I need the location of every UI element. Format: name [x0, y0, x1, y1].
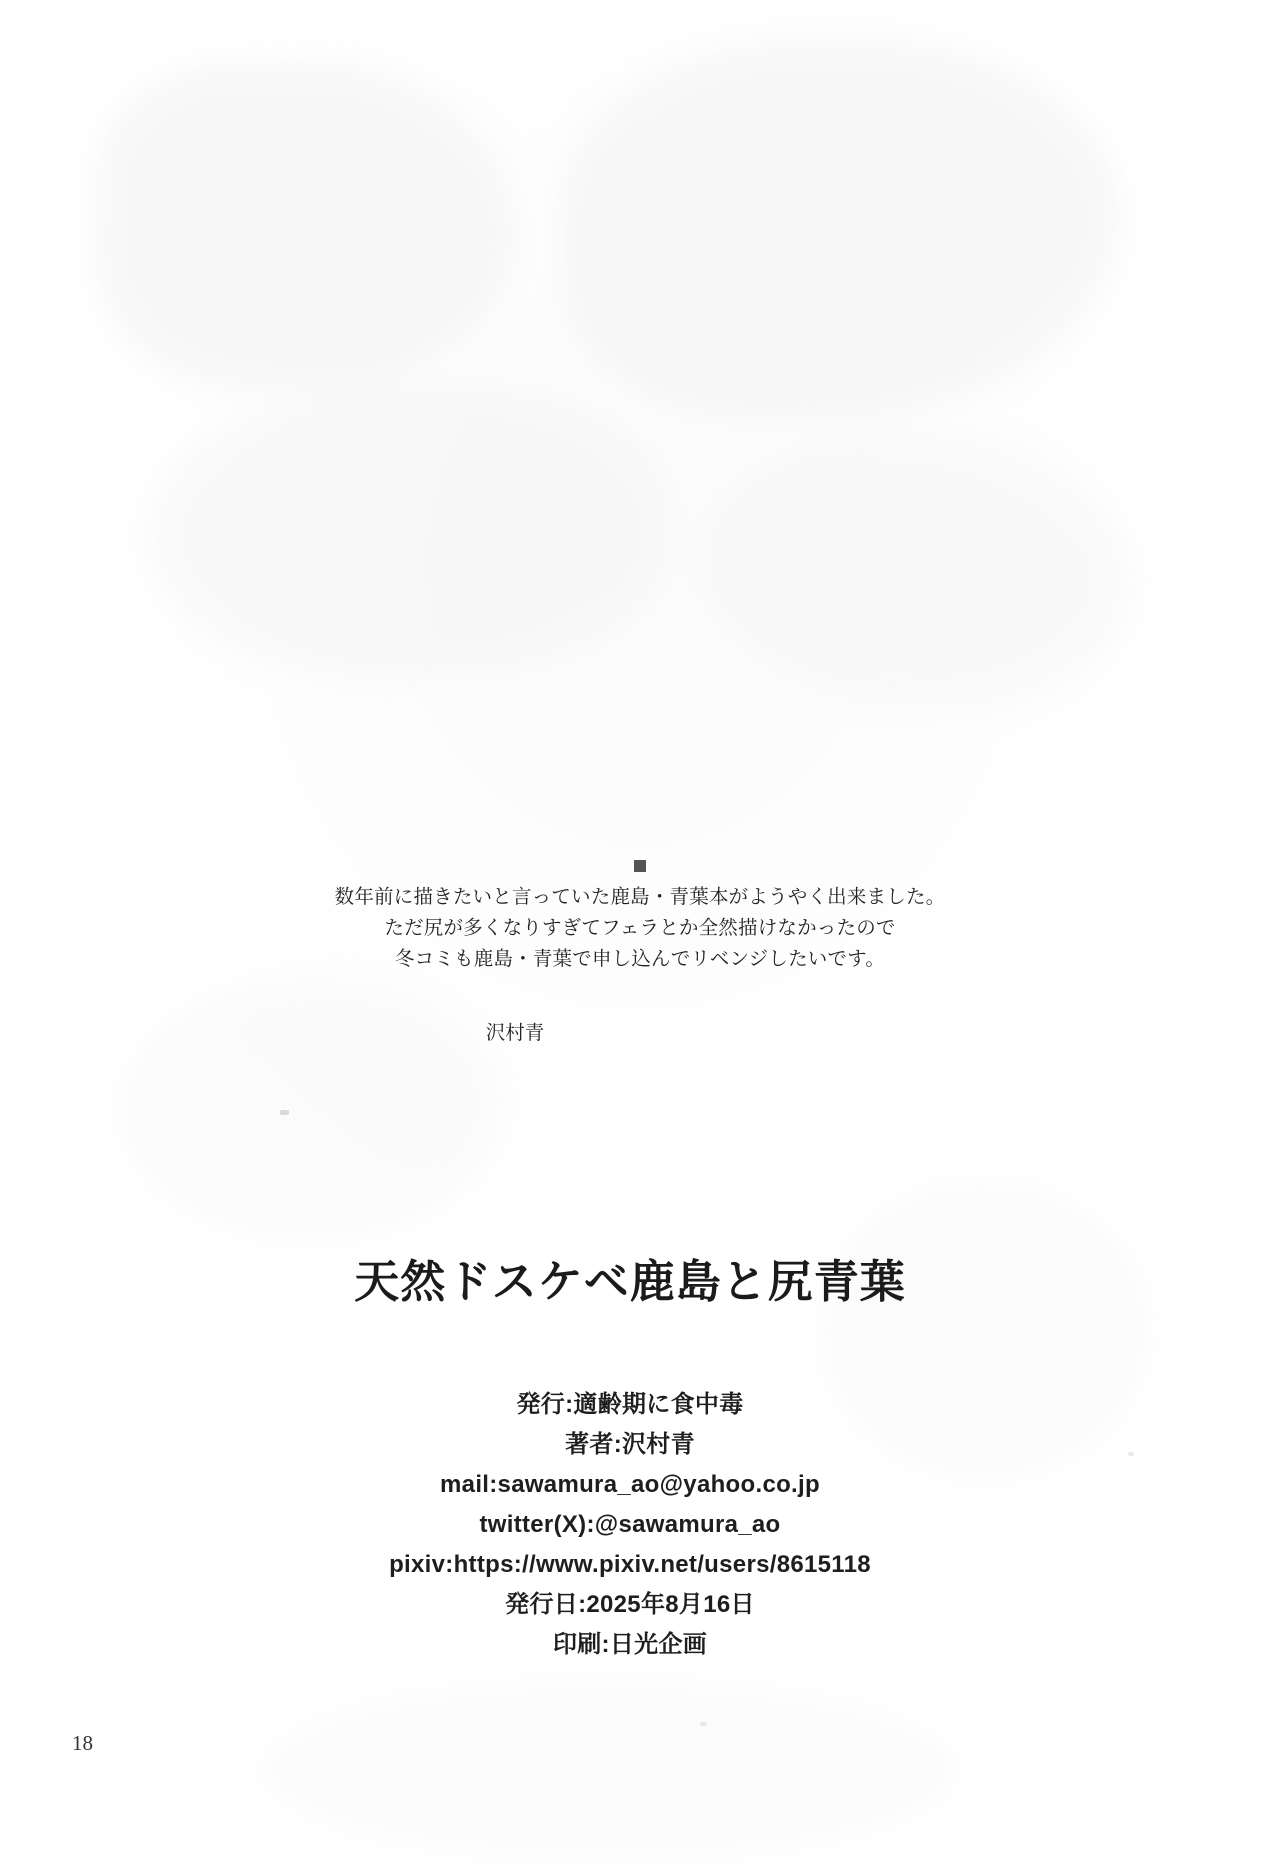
- page-number: 18: [72, 1731, 93, 1755]
- scan-bleed-artifact: [700, 430, 1130, 710]
- colophon-mail: mail:sawamura_ao@yahoo.co.jp: [440, 1471, 820, 1498]
- page-title: 天然ドスケベ鹿島と尻青葉: [354, 1255, 906, 1308]
- colophon-publisher: 発行:適齢期に食中毒: [516, 1391, 744, 1418]
- colophon-pixiv: pixiv:https://www.pixiv.net/users/8615118: [389, 1551, 871, 1578]
- scan-bleed-artifact: [95, 60, 515, 390]
- scan-speck: [700, 1722, 707, 1726]
- colophon-author: 著者:沢村青: [565, 1431, 695, 1458]
- afterword-line: 数年前に描きたいと言っていた鹿島・青葉本がようやく出来ました。: [334, 886, 946, 908]
- colophon-twitter: twitter(X):@sawamura_ao: [479, 1511, 781, 1538]
- colophon-printer: 印刷:日光企画: [552, 1631, 708, 1658]
- scan-bleed-artifact: [260, 1680, 960, 1860]
- colophon-section: [0, 1385, 1280, 1665]
- afterword-section: [0, 860, 1280, 1045]
- scan-speck: [280, 1110, 289, 1115]
- scan-bleed-artifact: [150, 380, 670, 680]
- afterword-line: 冬コミも鹿島・青葉で申し込んでリベンジしたいです。: [394, 948, 886, 970]
- author-signature: 沢村青: [485, 1022, 545, 1044]
- afterword-line: ただ尻が多くなりすぎてフェラとか全然描けなかったので: [384, 917, 896, 939]
- colophon-publish-date: 発行日:2025年8月16日: [505, 1591, 755, 1618]
- scan-bleed-artifact: [560, 40, 1120, 420]
- afterword-marker-icon: [634, 860, 646, 872]
